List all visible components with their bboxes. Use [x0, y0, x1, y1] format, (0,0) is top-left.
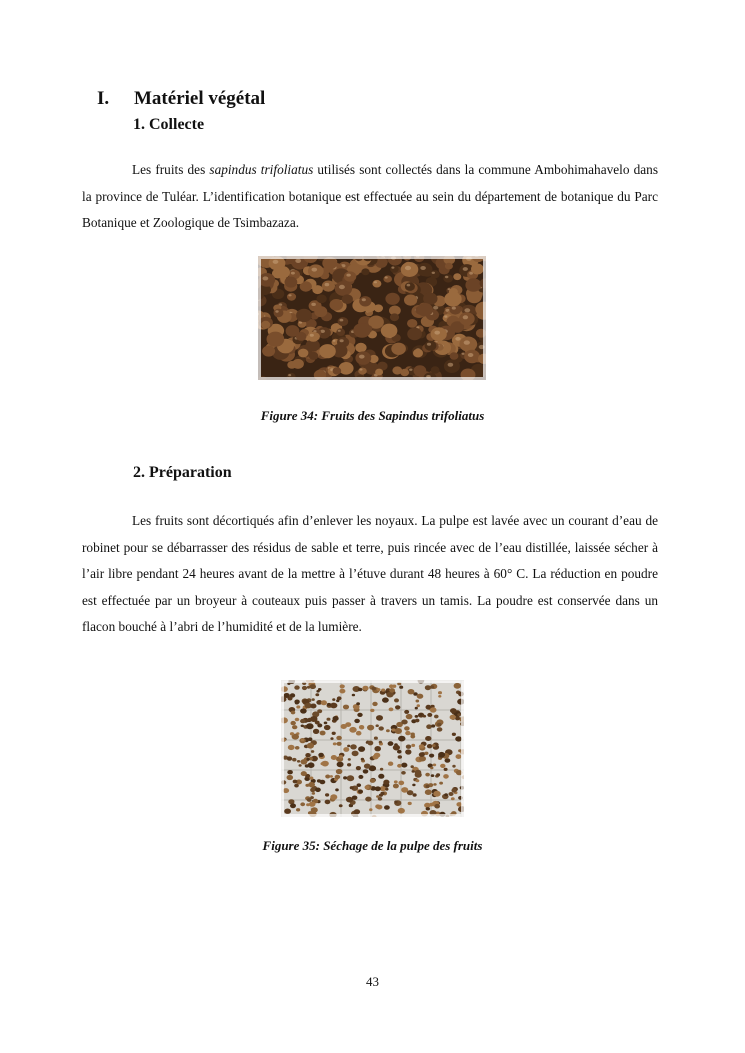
preparation-paragraph: Les fruits sont décortiqués afin d’enlever les noyaux. La pulpe est lavée avec un courant d’eau de robinet pour se débarrasser des résidus de sable et terre, puis rincée avec de l’eau distillée, laissée sécher à l’air libre pendant 24 heures avant de la mettre à l’étuve durant 48 heures à 60° C. La réduction en poudre est effectuée par un broyeur à couteaux puis passer à travers un tamis. La poudre est conservée dans un flacon bouché à l’abri de l’humidité et de la lumière. [82, 513, 658, 634]
collecte-text-a: Les fruits des [132, 162, 210, 177]
section-title: Matériel végétal [134, 88, 266, 109]
fruits-image [258, 256, 486, 380]
collecte-text-b: utilisés sont collectés dans la commune Ambohimahavelo dans la province de Tuléar. L’identification botanique est effectuée au sein du département de botanique du Parc Botanique et Zoologique de Tsimbazaza. [82, 162, 659, 230]
preparation-heading: 2. Préparation [133, 464, 232, 481]
collecte-heading: 1. Collecte [133, 116, 205, 133]
drying-photo [281, 680, 464, 817]
collecte-paragraph [82, 157, 658, 237]
page-number: 43 [366, 974, 379, 989]
drying-image [281, 680, 464, 817]
figure34-caption: Figure 34: Fruits des Sapindus trifoliatus [260, 408, 485, 423]
species-name: sapindus trifoliatus [209, 162, 314, 177]
fruits-photo [258, 256, 486, 380]
section-heading [97, 88, 265, 110]
section-number: I. [97, 88, 110, 109]
figure35-caption: Figure 35: Séchage de la pulpe des fruits [262, 838, 483, 853]
